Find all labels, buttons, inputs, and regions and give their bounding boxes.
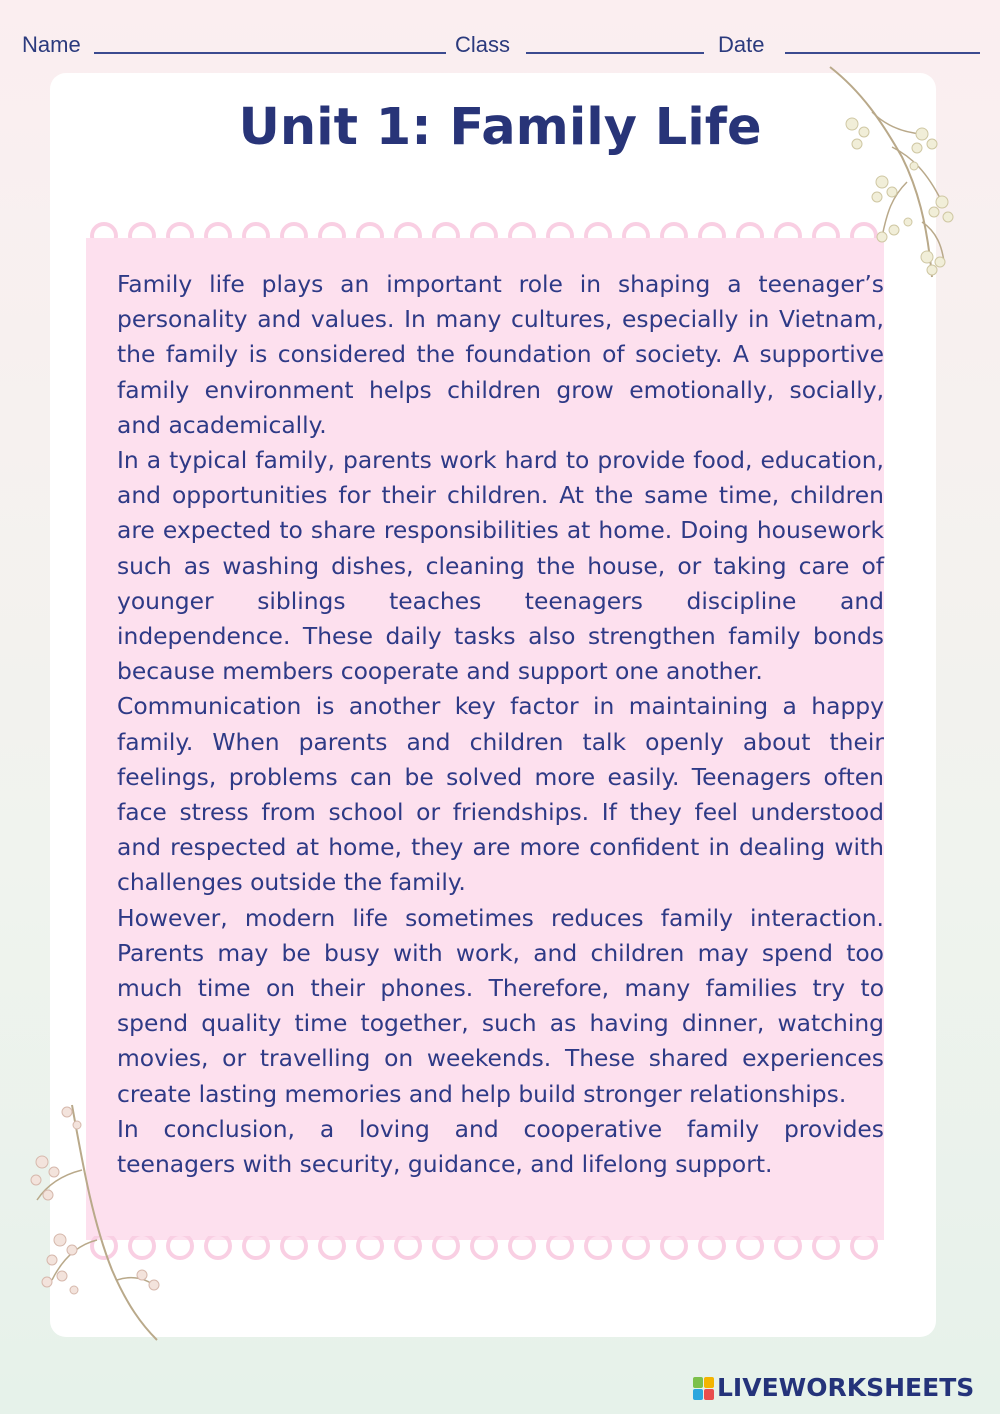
class-field[interactable] <box>526 52 704 54</box>
scallop-loop <box>662 1236 686 1258</box>
flower-branch-icon <box>822 62 972 287</box>
paragraph-1: Family life plays an important role in shaping a teenager’s personality and values. In many cultures, especially in Vietnam, the family is considered the foundation of society. A supportive family environment helps children grow emotionally, socially, and academically. <box>117 270 884 439</box>
liveworksheets-logo[interactable] <box>693 1373 993 1405</box>
scallop-loop <box>624 1236 648 1258</box>
scallop-loop <box>852 1236 876 1258</box>
class-label: Class <box>455 32 511 57</box>
scallop-loop <box>320 1236 344 1258</box>
scallop-loop <box>282 1236 306 1258</box>
scallop-loop <box>434 1236 458 1258</box>
panel-top-scallop <box>86 212 884 246</box>
scallop-loop <box>776 1236 800 1258</box>
liveworksheets-logo-icon <box>693 1377 715 1401</box>
name-label: Name <box>22 32 81 57</box>
scallop-loop <box>586 1236 610 1258</box>
reading-passage <box>117 267 884 1182</box>
panel-bottom-scallop <box>86 1236 884 1270</box>
scallop-loop <box>244 1236 268 1258</box>
scallop-loop <box>510 1236 534 1258</box>
date-field[interactable] <box>785 52 980 54</box>
scallop-loop <box>206 1236 230 1258</box>
flower-branch-icon <box>22 1100 172 1345</box>
paragraph-2: In a typical family, parents work hard to provide food, education, and opportunities for their children. At the same time, children are expected to share responsibilities at home. Doing housework such as washing dishes, cleaning the house, or taking care of younger siblings teaches teenagers discipline and independence. These daily tasks also strengthen family bonds because members cooperate and support one another. <box>117 446 884 686</box>
student-info-row <box>0 28 1000 64</box>
scallop-loop <box>700 1236 724 1258</box>
paragraph-3: Communication is another key factor in maintaining a happy family. When parents and children talk openly about their feelings, problems can be solved more easily. Teenagers often face stress from school or friendships. If they feel understood and respected at home, they are more confident in dealing with challenges outside the family. <box>117 692 884 897</box>
scallop-loop <box>814 1236 838 1258</box>
paragraph-5: In conclusion, a loving and cooperative family provides teenagers with security, guidance, and lifelong support. <box>117 1114 884 1179</box>
scallop-loop <box>548 1236 572 1258</box>
scallop-loop <box>358 1236 382 1258</box>
name-field[interactable] <box>94 52 446 54</box>
scallop-loop <box>472 1236 496 1258</box>
brand-name: LIVEWORKSHEETS <box>717 1373 975 1402</box>
paragraph-4: However, modern life sometimes reduces family interaction. Parents may be busy with work, and children may spend too much time on their phones. Therefore, many families try to spend quality time together, such as having dinner, watching movies, or travelling on weekends. These shared experiences create lasting memories and help build stronger relationships. <box>117 903 884 1108</box>
scallop-loop <box>738 1236 762 1258</box>
date-label: Date <box>718 32 765 57</box>
page-title: Unit 1: Family Life <box>238 98 762 157</box>
scallop-loop <box>396 1236 420 1258</box>
